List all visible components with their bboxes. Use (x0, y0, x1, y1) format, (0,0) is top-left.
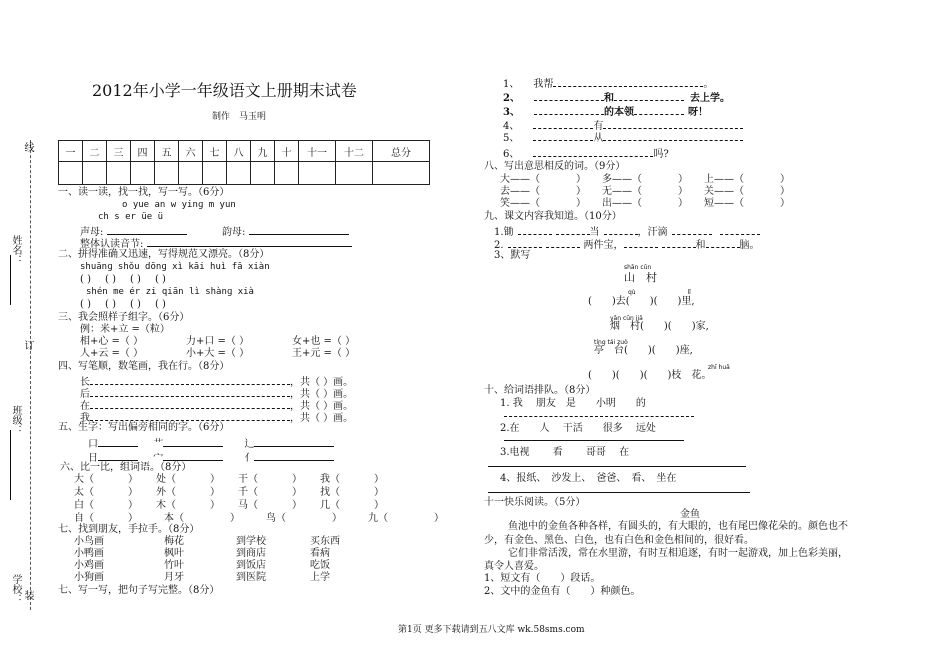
q10-line3 (488, 466, 746, 467)
score-header-0: 一 (59, 141, 83, 162)
score-table (58, 140, 430, 185)
q11-p3: 它们非常活泼，常在水里游，有时互相追逐，有时一起游戏，加上色彩美丽， (508, 548, 848, 559)
q1-pinyin-row1: o yue an w yinɡ m yun (122, 200, 236, 210)
q7-c4-item[interactable]: 上学 (310, 572, 330, 583)
q8-row: 大——（ ） 多——（ ） 上——（ ） (500, 174, 790, 185)
margin-line-label: 线 (22, 142, 33, 152)
score-cell-3[interactable] (131, 162, 155, 185)
score-header-8: 九 (251, 141, 275, 162)
sent-5: 5、 从 (503, 130, 743, 145)
q7-c4-item[interactable]: 看病 (310, 548, 330, 559)
margin-bind-label: 订 (22, 340, 33, 350)
margin-school-label: 学校： (10, 574, 21, 604)
score-cell-1[interactable] (83, 162, 107, 185)
q4-row: 我 ，共（ ）画。 (80, 410, 353, 425)
score-cell-9[interactable] (275, 162, 299, 185)
q7-c1-item[interactable]: 小鸡画 (74, 560, 104, 571)
q4-row: 在 ，共（ ）画。 (80, 398, 353, 413)
q1-shengmu: 声母: (80, 224, 187, 239)
q9-line1: 1.锄 当 ，汗滴 (494, 224, 760, 239)
q10-line4 (488, 492, 750, 493)
q7-c2-item[interactable]: 竹叶 (164, 560, 184, 571)
author: 制作 马玉明 (212, 112, 267, 122)
q9-line3: 3、默写 (494, 250, 531, 261)
poem-line4: ( )( )( )枝 花。 (588, 370, 712, 381)
score-header-9: 十 (275, 141, 299, 162)
q7-c3-item[interactable]: 到学校 (236, 536, 266, 547)
score-header-4: 五 (155, 141, 179, 162)
q7-heading: 七、找到朋友，手拉手。（8分） (58, 524, 200, 535)
q7-c4-item[interactable]: 吃饭 (310, 560, 330, 571)
score-cell-0[interactable] (59, 162, 83, 185)
q7b-heading: 七、写一写，把句子写完整。（8分） (58, 585, 220, 596)
q1-yunmu: 韵母: (222, 224, 349, 239)
q7-c1-item[interactable]: 小鸟画 (74, 536, 104, 547)
poem-line1: ( )去( )( )里, (588, 296, 695, 307)
q10-s3: 3.电视 看 哥哥 在 (500, 447, 630, 458)
score-cell-11[interactable] (336, 162, 373, 185)
q11-a1: 1、短文有（ ）段话。 (484, 573, 601, 584)
margin-ding-label: 装 (22, 590, 33, 600)
q1-pinyin-row2: ch s er üe ü (98, 212, 164, 222)
poem-line4-pinyin: zhī huā (708, 364, 730, 371)
score-cell-7[interactable] (227, 162, 251, 185)
score-cell-5[interactable] (179, 162, 203, 185)
q3-example: 例：米+立 =（粒） (80, 324, 170, 335)
score-cell-8[interactable] (251, 162, 275, 185)
q11-a2: 2、文中的金鱼有（ ）种颜色。 (484, 586, 641, 597)
q2-paren-row2: ( ) ( ) ( ) ( ) (80, 299, 166, 310)
q7-c1-item[interactable]: 小鸭画 (74, 548, 104, 559)
q2-pinyin-row2: shén me ér zi qiān lì shànɡ xià (86, 287, 254, 297)
score-cell-6[interactable] (203, 162, 227, 185)
footer: 第1页 更多下载请到五八文库 wk.58sms.com (398, 625, 585, 635)
q7-c3-item[interactable]: 到饭店 (236, 560, 266, 571)
q4-heading: 四、写笔顺，数笔画，我在行。（8分） (58, 361, 230, 372)
q7-c2-item[interactable]: 月牙 (164, 572, 184, 583)
q6-row: 太（ ） 外（ ） 千（ ） 找（ ） (74, 487, 384, 498)
q3-item-2: 力+口 =（ ） (186, 336, 250, 347)
q11-p4: 真令人喜爱。 (484, 561, 544, 572)
q1-zhengti: 整体认读音节: (80, 236, 352, 251)
score-header-11: 十二 (336, 141, 373, 162)
q11-p1: 鱼池中的金鱼各种各样，有圆头的，有大眼的，也有尾巴像花朵的。颜色也不 (508, 521, 848, 532)
score-cell-10[interactable] (299, 162, 336, 185)
q6-row: 白（ ） 木（ ） 马（ ） 几（ ） (74, 500, 384, 511)
q10-s4: 4、报纸、 沙发上、 爸爸、 看、 坐在 (500, 473, 677, 484)
q2-paren-row1: ( ) ( ) ( ) ( ) (80, 274, 166, 285)
q11-heading: 十一快乐阅读。（5分） (484, 497, 586, 508)
margin-name-label: 姓名： (10, 235, 21, 265)
q5-row1: 口 艹 辶 (88, 436, 334, 451)
q7-c4-item[interactable]: 买东西 (310, 536, 340, 547)
q10-s2: 2.在 人 干活 很多 远处 (500, 423, 656, 434)
poem-title: 山 村 (624, 271, 657, 284)
poem-line3: 亭 台( )( )座, (594, 345, 693, 356)
q2-heading: 二、拼得准确又迅速，写得规范又漂亮。（8分） (58, 249, 270, 260)
q10-heading: 十、给词语排队。（8分） (484, 385, 596, 396)
binding-line (30, 140, 31, 610)
q7-c1-item[interactable]: 小狗画 (74, 572, 104, 583)
q8-row: 笑——（ ） 出——（ ） 短——（ ） (500, 198, 790, 209)
score-header-12: 总分 (373, 141, 430, 162)
poem-line1-pinyin: qù lǐ (628, 289, 691, 296)
name-underline (10, 255, 11, 305)
q11-p2: 少，有金色、黑色、白色，也有白色和金色相间的，很好看。 (484, 535, 754, 546)
q2-pinyin-row1: shuānɡ shǒu dōnɡ xì kāi huì fā xiàn (80, 262, 270, 272)
sent-3: 3、 的本领 呀！ (503, 104, 708, 119)
q5-row2: 日 宀 亻 (88, 450, 334, 465)
sent-4: 4、 有 (503, 118, 743, 133)
q3-item-6: 王+元 =（ ） (292, 348, 356, 359)
q3-heading: 三、我会照样子组字。（6分） (58, 312, 190, 323)
score-header-5: 六 (179, 141, 203, 162)
q9-heading: 九、课文内容我知道。（10分） (484, 211, 622, 222)
q6-row: 大（ ） 处（ ） 干（ ） 我（ ） (74, 474, 384, 485)
score-header-1: 二 (83, 141, 107, 162)
q10-line1 (504, 416, 694, 417)
score-cell-2[interactable] (107, 162, 131, 185)
margin-class-label: 班级： (10, 405, 21, 435)
q6-row: 自（ ） 本（ ） 鸟（ ） 九（ ） (74, 513, 444, 524)
score-header-10: 十一 (299, 141, 336, 162)
score-header-2: 三 (107, 141, 131, 162)
score-cell-12[interactable] (373, 162, 430, 185)
class-underline (10, 430, 11, 500)
q7-c3-item[interactable]: 到医院 (236, 572, 266, 583)
q6-heading: 六、比一比，组词语。（8分） (60, 462, 192, 473)
poem-line3-pinyin: tíng tái zuò (594, 339, 628, 346)
sent-2: 2、 和 去上学。 (503, 90, 730, 105)
q7-c2-item[interactable]: 梅花 (164, 536, 184, 547)
q10-line2 (504, 440, 684, 441)
q3-item-1: 相+心 =（ ） (80, 336, 144, 347)
q3-item-5: 小+大 =（ ） (186, 348, 250, 359)
poem-line2-pinyin: yān cūn jiā (610, 315, 643, 322)
q4-row: 长 ，共（ ）画。 (80, 374, 353, 389)
score-header-3: 四 (131, 141, 155, 162)
q8-heading: 八、写出意思相反的词。（9分） (484, 161, 626, 172)
score-header-6: 七 (203, 141, 227, 162)
poem-title-pinyin: shān cūn (624, 264, 652, 271)
q1-heading: 一、读一读，找一找，写一写。（6分） (58, 187, 230, 198)
q7-c2-item[interactable]: 枫叶 (164, 548, 184, 559)
page-title: 2012年小学一年级语文上册期末试卷 (92, 81, 357, 100)
sent-6: 6、 吗? (503, 146, 669, 161)
q3-item-4: 人+云 =（ ） (80, 348, 144, 359)
score-header-7: 八 (227, 141, 251, 162)
q9-line2: 2. 两件宝， 和 脑。 (494, 237, 760, 252)
q11-title: 金鱼 (680, 509, 700, 520)
q7-c3-item[interactable]: 到商店 (236, 548, 266, 559)
poem-line2: 烟 村( )( )家, (610, 321, 709, 332)
q8-row: 去——（ ） 无——（ ） 关——（ ） (500, 186, 790, 197)
q10-s1: 1. 我 朋友 是 小明 的 (500, 398, 646, 409)
sent-1: 1、 我帮 。 (503, 76, 713, 91)
q4-row: 后 ，共（ ）画。 (80, 386, 353, 401)
score-cell-4[interactable] (155, 162, 179, 185)
q5-heading: 五、生字：写出偏旁相同的字。（6分） (58, 422, 230, 433)
q3-item-3: 女+也 =（ ） (292, 336, 356, 347)
